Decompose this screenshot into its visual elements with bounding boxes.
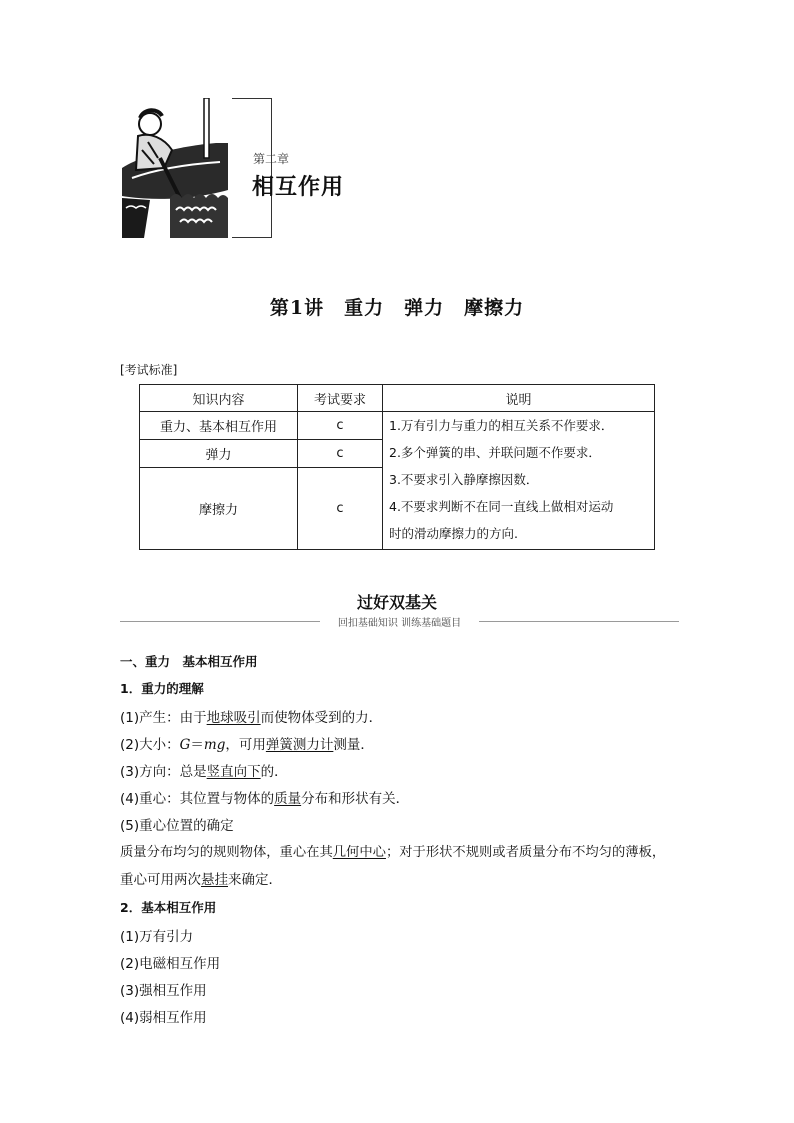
exam-standards-label: [考试标准] [120, 363, 178, 377]
note-line: 时的滑动摩擦力的方向. [389, 526, 518, 542]
paragraph-direction: (3)方向：总是竖直向下的． [120, 764, 288, 780]
paragraph-cg-determination: (5)重心位置的确定 [120, 818, 234, 834]
section-title: 过好双基关 [356, 593, 437, 612]
answer-blank: 弹簧测力计 [265, 737, 334, 753]
kayaker-illustration [120, 98, 232, 238]
note-line: 3.不要求引入静摩擦因数． [389, 472, 539, 488]
subheading-basic-interactions: 2．基本相互作用 [120, 900, 217, 915]
exam-standards-table [139, 384, 655, 550]
paragraph-magnitude: (2)大小：G＝mg，可用弹簧测力计测量． [120, 737, 374, 753]
header-notes: 说明 [383, 385, 655, 412]
answer-blank: 地球吸引 [206, 710, 261, 726]
answer-blank: 几何中心 [332, 845, 386, 860]
answer-blank: 质量 [274, 791, 302, 807]
paragraph-center-of-gravity: (4)重心：其位置与物体的质量分布和形状有关． [120, 791, 410, 807]
row-requirement: c [298, 440, 383, 468]
table-row [140, 412, 655, 440]
list-item: (2)电磁相互作用 [120, 956, 221, 972]
table-header-row [140, 385, 655, 412]
section-subtitle: 回扣基础知识 训练基础题目 [337, 618, 462, 629]
list-item: (3)强相互作用 [120, 983, 207, 999]
row-content: 摩擦力 [140, 468, 298, 550]
row-content: 弹力 [140, 440, 298, 468]
list-item: (1)万有引力 [120, 929, 194, 945]
lecture-title: 第1讲 重力 弹力 摩擦力 [269, 297, 525, 319]
note-line: 2.多个弹簧的串、并联问题不作要求． [389, 445, 601, 461]
note-line: 4.不要求判断不在同一直线上做相对运动 [389, 499, 614, 515]
header-knowledge-content: 知识内容 [140, 385, 298, 412]
answer-blank: 悬挂 [201, 872, 228, 888]
paragraph-cg-suspension: 重心可用两次悬挂来确定． [120, 872, 282, 888]
chapter-title: 相互作用 [252, 175, 345, 200]
note-line: 1.万有引力与重力的相互关系不作要求． [389, 418, 614, 434]
header-exam-requirement: 考试要求 [298, 385, 383, 412]
notes-cell [383, 412, 655, 550]
paragraph-origin: (1)产生：由于地球吸引而使物体受到的力． [120, 710, 383, 726]
paragraph-cg-regular: 质量分布均匀的规则物体，重心在其几何中心；对于形状不规则或者质量分布不均匀的薄板， [120, 845, 666, 860]
row-content: 重力、基本相互作用 [140, 412, 298, 440]
heading-gravity-basic-interactions: 一、重力 基本相互作用 [120, 654, 258, 669]
row-requirement: c [298, 412, 383, 440]
subheading-gravity-understanding: 1．重力的理解 [120, 681, 204, 696]
list-item: (4)弱相互作用 [120, 1010, 207, 1026]
row-requirement: c [298, 468, 383, 550]
section-divider-left [120, 621, 320, 622]
section-divider-right [479, 621, 679, 622]
chapter-label: 第二章 [253, 152, 290, 166]
answer-blank: 竖直向下 [206, 764, 261, 780]
